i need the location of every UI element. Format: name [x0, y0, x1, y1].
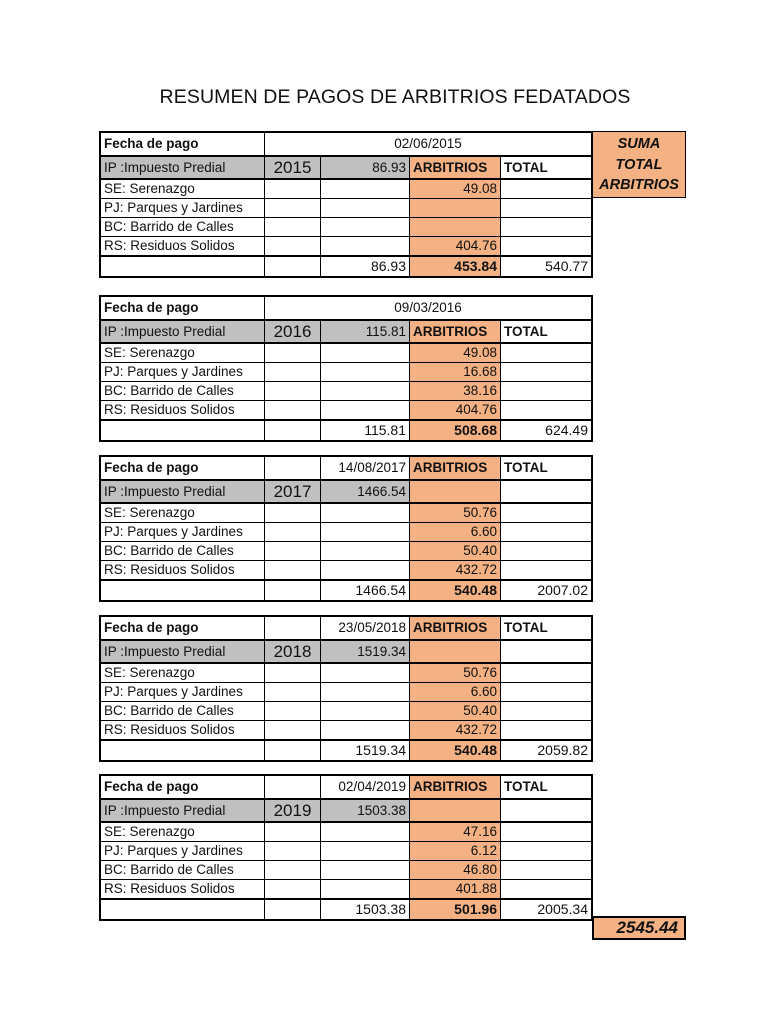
total-header: TOTAL: [501, 156, 593, 179]
total-header: TOTAL: [501, 616, 593, 640]
sum-ip: 86.93: [321, 256, 410, 277]
pj-label: PJ: Parques y Jardines: [100, 363, 265, 382]
payment-date: 23/05/2018: [321, 616, 410, 640]
arbitrios-header: ARBITRIOS: [410, 775, 501, 799]
pj-value: 16.68: [410, 363, 501, 382]
fecha-label: Fecha de pago: [100, 616, 265, 640]
sum-arbitrios: 540.48: [410, 580, 501, 601]
arbitrios-header: ARBITRIOS: [410, 456, 501, 480]
arbitrios-header: ARBITRIOS: [410, 616, 501, 640]
fecha-label: Fecha de pago: [100, 132, 265, 156]
bc-value: 38.16: [410, 382, 501, 401]
ip-value: 1503.38: [321, 799, 410, 822]
bc-label: BC: Barrido de Calles: [100, 542, 265, 561]
rs-value: 404.76: [410, 237, 501, 257]
rs-value: 432.72: [410, 721, 501, 741]
page-title: RESUMEN DE PAGOS DE ARBITRIOS FEDATADOS: [159, 86, 631, 108]
pj-value: 6.60: [410, 683, 501, 702]
year-cell: 2016: [265, 320, 321, 343]
total-line: TOTAL: [615, 156, 663, 173]
payment-table: [99, 131, 593, 278]
sum-arbitrios: 501.96: [410, 899, 501, 920]
fecha-label: Fecha de pago: [100, 456, 265, 480]
se-value: 50.76: [410, 663, 501, 683]
sum-arbitrios: 453.84: [410, 256, 501, 277]
fecha-label: Fecha de pago: [100, 296, 265, 320]
bc-value: 50.40: [410, 702, 501, 721]
bc-label: BC: Barrido de Calles: [100, 382, 265, 401]
ip-label: IP :Impuesto Predial: [100, 320, 265, 343]
ip-value: 115.81: [321, 320, 410, 343]
bc-label: BC: Barrido de Calles: [100, 218, 265, 237]
pj-label: PJ: Parques y Jardines: [100, 842, 265, 861]
sum-total: 2005.34: [501, 899, 593, 920]
pj-value: 6.60: [410, 523, 501, 542]
payment-date: 02/04/2019: [321, 775, 410, 799]
se-value: 49.08: [410, 343, 501, 363]
rs-label: RS: Residuos Solidos: [100, 880, 265, 900]
sum-ip: 1466.54: [321, 580, 410, 601]
year-cell: 2015: [265, 156, 321, 179]
total-header: TOTAL: [501, 775, 593, 799]
sum-ip: 115.81: [321, 420, 410, 441]
sum-total: 2059.82: [501, 740, 593, 761]
arbitrios-header: ARBITRIOS: [410, 156, 501, 179]
payment-table: [99, 615, 593, 762]
pj-label: PJ: Parques y Jardines: [100, 523, 265, 542]
rs-label: RS: Residuos Solidos: [100, 401, 265, 421]
ip-label: IP :Impuesto Predial: [100, 156, 265, 179]
bc-value: 50.40: [410, 542, 501, 561]
payment-table: [99, 455, 593, 602]
ip-label: IP :Impuesto Predial: [100, 480, 265, 503]
pj-value: 6.12: [410, 842, 501, 861]
pj-value: [410, 199, 501, 218]
ip-value: 86.93: [321, 156, 410, 179]
se-value: 50.76: [410, 503, 501, 523]
suma-total-arbitrios-box: [592, 131, 686, 198]
bc-value: [410, 218, 501, 237]
payment-date: 14/08/2017: [321, 456, 410, 480]
sum-total: 540.77: [501, 256, 593, 277]
arbitrios-header: ARBITRIOS: [410, 320, 501, 343]
payment-block-2015: [99, 131, 593, 278]
rs-value: 401.88: [410, 880, 501, 900]
payment-table: [99, 295, 593, 442]
ip-label: IP :Impuesto Predial: [100, 799, 265, 822]
sum-ip: 1519.34: [321, 740, 410, 761]
total-header: TOTAL: [501, 320, 593, 343]
payment-block-2016: [99, 295, 593, 442]
payment-date: 02/06/2015: [265, 132, 593, 156]
suma-line: SUMA: [617, 136, 661, 152]
rs-label: RS: Residuos Solidos: [100, 721, 265, 741]
se-label: SE: Serenazgo: [100, 822, 265, 842]
bc-label: BC: Barrido de Calles: [100, 702, 265, 721]
se-label: SE: Serenazgo: [100, 343, 265, 363]
ip-value: 1519.34: [321, 640, 410, 663]
payment-date: 09/03/2016: [265, 296, 593, 320]
sum-total: 2007.02: [501, 580, 593, 601]
ip-value: 1466.54: [321, 480, 410, 503]
grand-total: 2545.44: [592, 916, 686, 940]
fecha-label: Fecha de pago: [100, 775, 265, 799]
ip-label: IP :Impuesto Predial: [100, 640, 265, 663]
year-cell: 2018: [265, 640, 321, 663]
sum-total: 624.49: [501, 420, 593, 441]
se-value: 49.08: [410, 179, 501, 199]
bc-value: 46.80: [410, 861, 501, 880]
payment-block-2017: [99, 455, 593, 602]
total-header: TOTAL: [501, 456, 593, 480]
pj-label: PJ: Parques y Jardines: [100, 683, 265, 702]
rs-value: 432.72: [410, 561, 501, 581]
arbitrios-line: ARBITRIOS: [599, 177, 679, 193]
sum-arbitrios: 540.48: [410, 740, 501, 761]
se-label: SE: Serenazgo: [100, 503, 265, 523]
se-value: 47.16: [410, 822, 501, 842]
rs-label: RS: Residuos Solidos: [100, 237, 265, 257]
se-label: SE: Serenazgo: [100, 179, 265, 199]
year-cell: 2017: [265, 480, 321, 503]
pj-label: PJ: Parques y Jardines: [100, 199, 265, 218]
payment-block-2019: [99, 774, 593, 921]
bc-label: BC: Barrido de Calles: [100, 861, 265, 880]
sum-arbitrios: 508.68: [410, 420, 501, 441]
rs-value: 404.76: [410, 401, 501, 421]
payment-table: [99, 774, 593, 921]
se-label: SE: Serenazgo: [100, 663, 265, 683]
year-cell: 2019: [265, 799, 321, 822]
sum-ip: 1503.38: [321, 899, 410, 920]
rs-label: RS: Residuos Solidos: [100, 561, 265, 581]
payment-block-2018: [99, 615, 593, 762]
